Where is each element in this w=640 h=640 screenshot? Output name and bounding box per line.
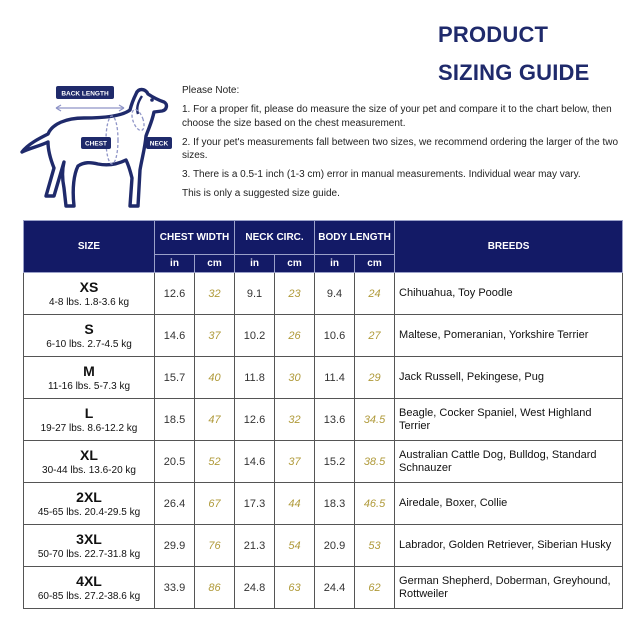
chest-cm-cell: 67 <box>195 483 235 525</box>
table-row <box>24 273 623 315</box>
table-row <box>24 357 623 399</box>
neck-in-cell: 12.6 <box>235 399 275 441</box>
note-item: 3. There is a 0.5-1 inch (1-3 cm) error in manual measurements. Individual wear may vary. <box>182 169 581 180</box>
chest-cm-cell: 52 <box>195 441 235 483</box>
size-cell <box>24 273 155 315</box>
weight-range: 45-65 lbs. 20.4-29.5 kg <box>37 506 141 518</box>
chest-cm-cell: 86 <box>195 567 235 609</box>
weight-range: 4-8 lbs. 1.8-3.6 kg <box>48 296 130 308</box>
size-cell <box>24 357 155 399</box>
note-item: 1. For a proper fit, please do measure the size of your pet and compare it to the chart below, then choose the size based on the chest measurement. <box>182 104 612 129</box>
breeds-cell: Labrador, Golden Retriever, Siberian Husky <box>395 525 623 567</box>
breeds-cell: German Shepherd, Doberman, Greyhound, Rottweiler <box>395 567 623 609</box>
neck-cm-cell: 23 <box>275 273 315 315</box>
chest-in-cell: 15.7 <box>155 357 195 399</box>
neck-cm-cell: 37 <box>275 441 315 483</box>
chest-cm-cell: 76 <box>195 525 235 567</box>
size-cell <box>24 483 155 525</box>
size-label: S <box>84 320 94 337</box>
dog-eye <box>150 98 154 102</box>
chest-in-cell: 14.6 <box>155 315 195 357</box>
weight-range: 6-10 lbs. 2.7-4.5 kg <box>46 338 132 350</box>
chest-label: CHEST <box>84 140 108 148</box>
notes-section <box>182 84 628 206</box>
unit-in: in <box>315 255 355 273</box>
body-in-cell: 9.4 <box>315 273 355 315</box>
size-label: M <box>83 362 95 379</box>
size-label: XL <box>80 446 98 463</box>
title-line-1: PRODUCT <box>438 22 549 47</box>
header-breeds: BREEDS <box>395 221 623 273</box>
breeds-cell: Jack Russell, Pekingese, Pug <box>395 357 623 399</box>
header-row <box>24 221 623 255</box>
header-size: SIZE <box>24 221 155 273</box>
header-body: BODY LENGTH <box>315 221 395 255</box>
size-label: L <box>84 404 94 421</box>
size-label: 3XL <box>76 530 102 547</box>
size-cell <box>24 399 155 441</box>
header-neck: NECK CIRC. <box>235 221 315 255</box>
body-in-cell: 11.4 <box>315 357 355 399</box>
size-label: XS <box>79 278 99 295</box>
neck-cm-cell: 44 <box>275 483 315 525</box>
breeds-cell: Chihuahua, Toy Poodle <box>395 273 623 315</box>
body-cm-cell: 27 <box>355 315 395 357</box>
chest-in-cell: 18.5 <box>155 399 195 441</box>
neck-cm-cell: 63 <box>275 567 315 609</box>
breeds-cell: Australian Cattle Dog, Bulldog, Standard Schnauzer <box>395 441 623 483</box>
chest-cm-cell: 32 <box>195 273 235 315</box>
breeds-cell: Maltese, Pomeranian, Yorkshire Terrier <box>395 315 623 357</box>
weight-range: 19-27 lbs. 8.6-12.2 kg <box>40 422 138 434</box>
neck-in-cell: 10.2 <box>235 315 275 357</box>
size-cell <box>24 567 155 609</box>
size-label: 2XL <box>76 488 102 505</box>
note-item: 2. If your pet's measurements fall between two sizes, we recommend ordering the larger of the two sizes. <box>182 136 619 161</box>
back-length-label: BACK LENGTH <box>61 90 109 98</box>
neck-cm-cell: 32 <box>275 399 315 441</box>
table-row <box>24 483 623 525</box>
note-item: This is only a suggested size guide. <box>182 188 340 199</box>
body-in-cell: 18.3 <box>315 483 355 525</box>
breeds-cell: Beagle, Cocker Spaniel, West Highland Terrier <box>395 399 623 441</box>
dog-measurement-diagram <box>18 78 178 218</box>
neck-in-cell: 9.1 <box>235 273 275 315</box>
page-title <box>438 16 590 92</box>
neck-in-cell: 11.8 <box>235 357 275 399</box>
table-row <box>24 441 623 483</box>
unit-in: in <box>155 255 195 273</box>
unit-cm: cm <box>275 255 315 273</box>
body-cm-cell: 53 <box>355 525 395 567</box>
chest-cm-cell: 47 <box>195 399 235 441</box>
neck-label: NECK <box>149 140 169 148</box>
size-label: 4XL <box>76 572 102 589</box>
neck-cm-cell: 30 <box>275 357 315 399</box>
chest-in-cell: 33.9 <box>155 567 195 609</box>
weight-range: 30-44 lbs. 13.6-20 kg <box>42 464 136 476</box>
size-cell <box>24 525 155 567</box>
chest-in-cell: 20.5 <box>155 441 195 483</box>
body-in-cell: 10.6 <box>315 315 355 357</box>
neck-cm-cell: 26 <box>275 315 315 357</box>
body-in-cell: 13.6 <box>315 399 355 441</box>
weight-range: 11-16 lbs. 5-7.3 kg <box>47 380 131 392</box>
body-cm-cell: 46.5 <box>355 483 395 525</box>
title-line-2: SIZING GUIDE <box>438 60 590 85</box>
table-row <box>24 315 623 357</box>
table-row <box>24 567 623 609</box>
header-chest: CHEST WIDTH <box>155 221 235 255</box>
body-in-cell: 20.9 <box>315 525 355 567</box>
body-cm-cell: 38.5 <box>355 441 395 483</box>
breeds-cell: Airedale, Boxer, Collie <box>395 483 623 525</box>
unit-in: in <box>235 255 275 273</box>
body-in-cell: 15.2 <box>315 441 355 483</box>
chest-cm-cell: 40 <box>195 357 235 399</box>
neck-in-cell: 17.3 <box>235 483 275 525</box>
table-row <box>24 525 623 567</box>
body-cm-cell: 62 <box>355 567 395 609</box>
size-chart-table <box>23 220 623 609</box>
chest-cm-cell: 37 <box>195 315 235 357</box>
neck-in-cell: 21.3 <box>235 525 275 567</box>
size-cell <box>24 315 155 357</box>
notes-heading: Please Note: <box>182 85 240 96</box>
weight-range: 50-70 lbs. 22.7-31.8 kg <box>37 548 141 560</box>
body-cm-cell: 29 <box>355 357 395 399</box>
unit-cm: cm <box>195 255 235 273</box>
neck-cm-cell: 54 <box>275 525 315 567</box>
weight-range: 60-85 lbs. 27.2-38.6 kg <box>37 590 141 602</box>
table-row <box>24 399 623 441</box>
body-cm-cell: 24 <box>355 273 395 315</box>
size-cell <box>24 441 155 483</box>
chest-in-cell: 29.9 <box>155 525 195 567</box>
neck-in-cell: 14.6 <box>235 441 275 483</box>
dog-ear <box>137 96 142 114</box>
unit-cm: cm <box>355 255 395 273</box>
neck-in-cell: 24.8 <box>235 567 275 609</box>
body-cm-cell: 34.5 <box>355 399 395 441</box>
body-in-cell: 24.4 <box>315 567 355 609</box>
chest-in-cell: 26.4 <box>155 483 195 525</box>
chest-in-cell: 12.6 <box>155 273 195 315</box>
